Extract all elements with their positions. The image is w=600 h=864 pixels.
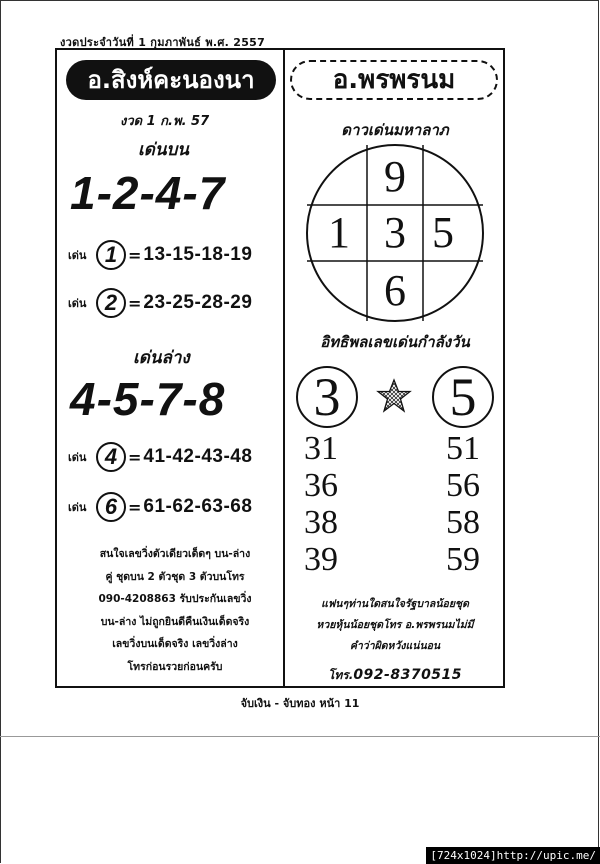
- row-values: 41-42-43-48: [143, 446, 253, 467]
- note-line: เลขวิ่งบนเด็ดจริง เลขวิ่งล่าง: [112, 638, 238, 650]
- top-row-1: [68, 238, 252, 272]
- list-item: 36: [304, 467, 338, 504]
- right-number-list: [446, 430, 480, 578]
- page-bottom-rule: [0, 736, 600, 737]
- page-header: งวดประจำวันที่ 1 กุมภาพันธ์ พ.ศ. 2557: [60, 36, 266, 49]
- bottom-digits: 4-5-7-8: [70, 373, 226, 425]
- list-item: 58: [446, 504, 480, 541]
- note-line: สนใจเลขวิ่งตัวเดียวเด็ดๆ บน-ล่าง: [99, 548, 251, 560]
- list-item: 39: [304, 541, 338, 578]
- list-item: 59: [446, 541, 480, 578]
- left-number-list: [304, 430, 338, 578]
- note-line: คำว่าผิดหวังแน่นอน: [349, 640, 441, 652]
- row-label: เด่น: [68, 501, 87, 514]
- list-item: 56: [446, 467, 480, 504]
- row-digit-circle: 4: [96, 442, 126, 472]
- phone-prefix: โทร.: [327, 668, 354, 682]
- right-main-circle: 5: [432, 366, 494, 428]
- note-line: 090-4208863 รับประกันเลขวิ่ง: [98, 593, 252, 605]
- right-title-banner: อ.พรพรนม: [290, 60, 498, 100]
- row-values: 13-15-18-19: [143, 244, 253, 265]
- note-line: บน-ล่าง ไม่ถูกยินดีคืนเงินเด็ดจริง: [100, 615, 250, 628]
- grid-left: 1: [328, 208, 350, 257]
- list-item: 38: [304, 504, 338, 541]
- column-divider: [283, 48, 285, 688]
- grid-top: 9: [384, 152, 406, 201]
- top-label: เด่นบน: [138, 140, 189, 160]
- top-row-2: [68, 286, 252, 320]
- row-digit-circle: 1: [96, 240, 126, 270]
- equals-sign: =: [128, 245, 142, 265]
- row-label: เด่น: [68, 451, 87, 464]
- note-line: โทรก่อนรวยก่อนครับ: [127, 660, 223, 673]
- bottom-row-1: [68, 440, 252, 474]
- list-item: 31: [304, 430, 338, 467]
- note-line: แฟนๆท่านใดสนใจรัฐบาลน้อยชุด: [321, 598, 469, 610]
- grid-center: 3: [384, 208, 406, 257]
- right-contact-note: [290, 594, 500, 657]
- upload-watermark: [724x1024]http://upic.me/: [426, 847, 600, 864]
- equals-sign: =: [128, 447, 142, 467]
- right-phone: [290, 666, 500, 685]
- bottom-label: เด่นล่าง: [133, 348, 190, 368]
- equals-sign: =: [128, 497, 142, 517]
- note-line: คู่ ชุดบน 2 ตัวชุด 3 ตัวบนโทร: [105, 570, 245, 583]
- grid-right: 5: [432, 208, 454, 257]
- phone-number: 092-8370515: [353, 667, 463, 683]
- equals-sign: =: [128, 293, 142, 313]
- row-label: เด่น: [68, 297, 87, 310]
- power-label: อิทธิพลเลขเด่นกำลังวัน: [320, 333, 470, 351]
- star-icon: [376, 378, 412, 414]
- left-title-banner: อ.สิงห์คะนองนา: [66, 60, 276, 100]
- note-line: หวยหุ้นน้อยชุดโทร อ.พรพรนมไม่มี: [316, 619, 474, 631]
- left-contact-note: [70, 543, 280, 678]
- row-digit-circle: 2: [96, 288, 126, 318]
- row-values: 61-62-63-68: [143, 496, 253, 517]
- grid-bottom: 6: [384, 266, 406, 315]
- row-label: เด่น: [68, 249, 87, 262]
- top-digits: 1-2-4-7: [70, 167, 226, 219]
- page-footer: จับเงิน - จับทอง หน้า 11: [240, 697, 360, 710]
- row-values: 23-25-28-29: [143, 292, 253, 313]
- row-digit-circle: 6: [96, 492, 126, 522]
- list-item: 51: [446, 430, 480, 467]
- star-label: ดาวเด่นมหาลาภ: [341, 121, 449, 139]
- bottom-row-2: [68, 490, 252, 524]
- left-main-circle: 3: [296, 366, 358, 428]
- left-draw-date: งวด 1 ก.พ. 57: [120, 114, 210, 129]
